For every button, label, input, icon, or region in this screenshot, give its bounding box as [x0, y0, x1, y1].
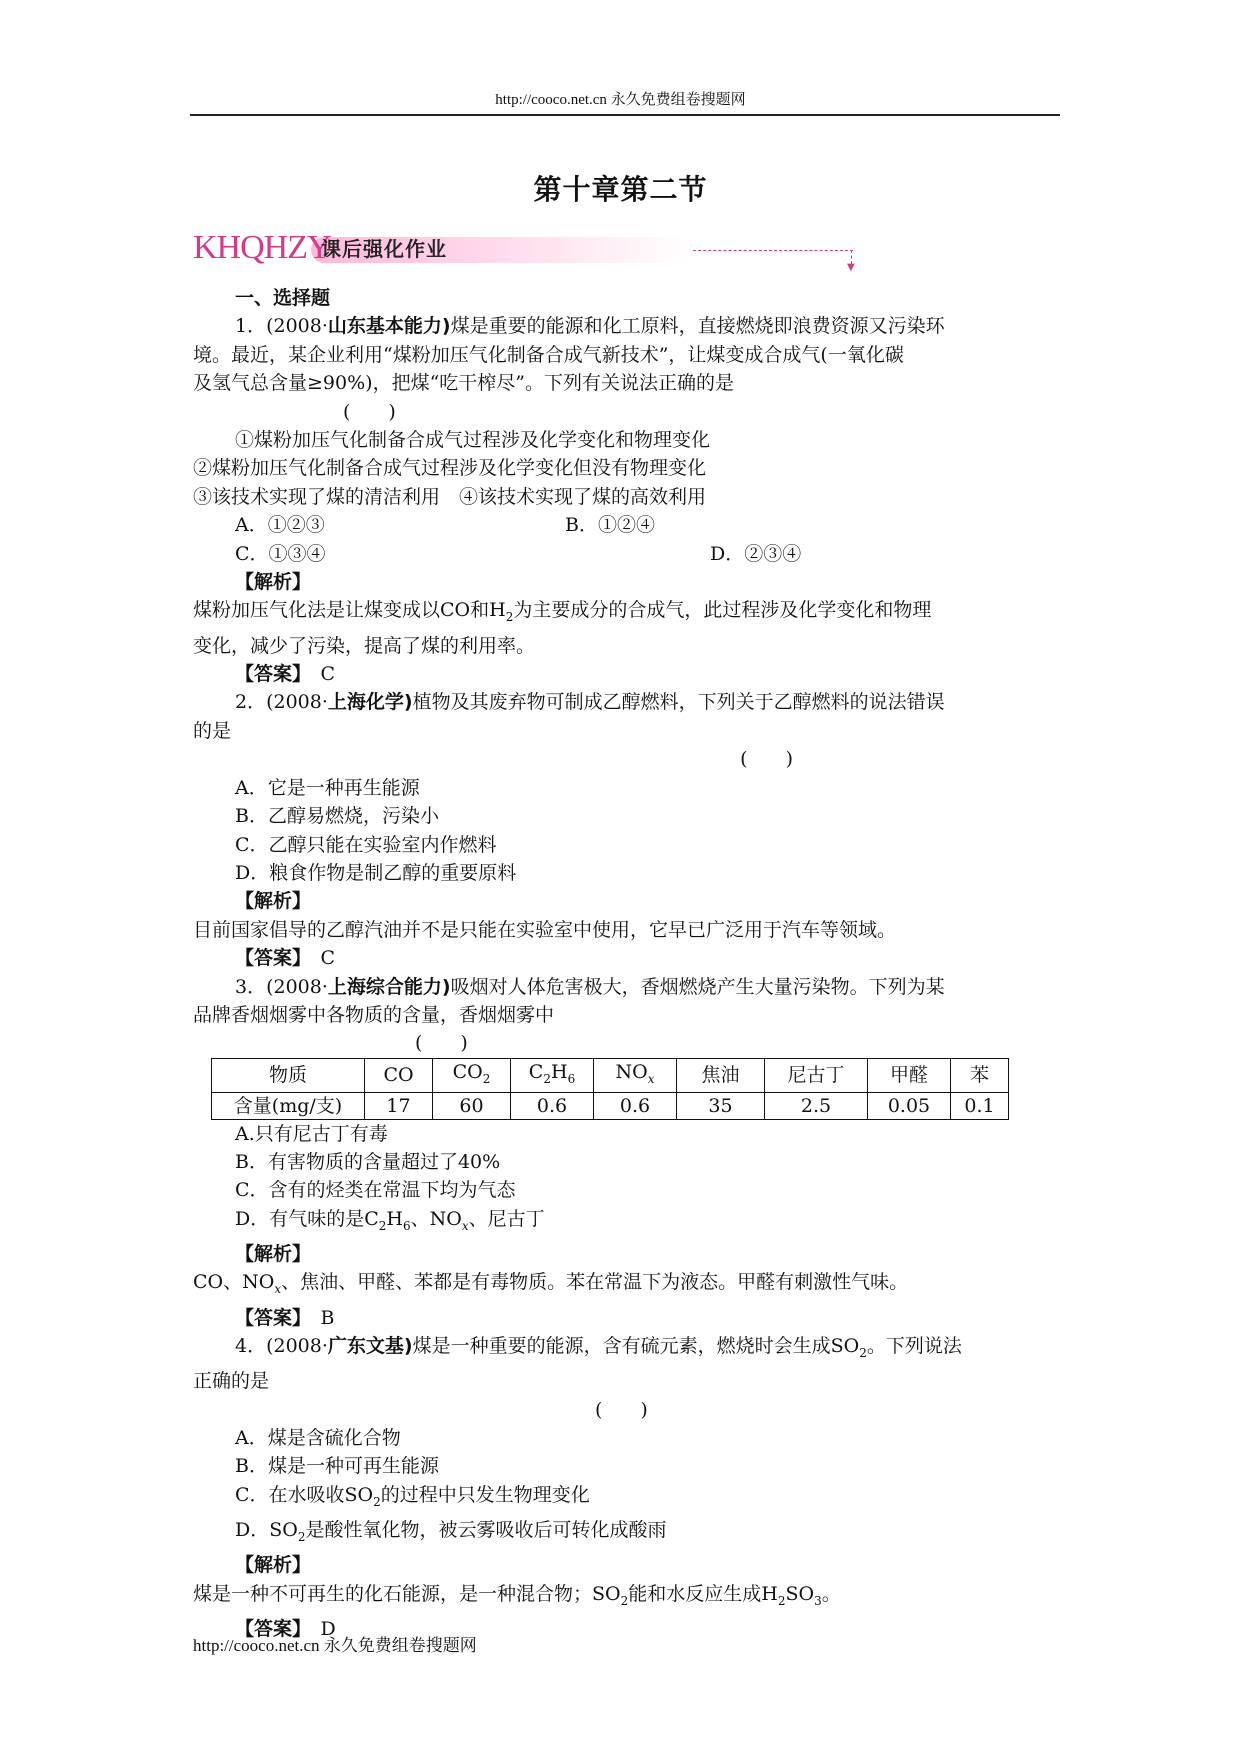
- formula-sub: 2: [297, 1529, 306, 1544]
- table-cell: 60: [433, 1092, 511, 1119]
- q4-option-c-text-a: C．在水吸收SO: [235, 1483, 374, 1506]
- q2-analysis-label: 【解析】: [235, 890, 312, 913]
- table-header-cell: 甲醛: [868, 1058, 951, 1092]
- q4-text-a: 煤是一种重要的能源，含有硫元素，燃烧时会生成SO: [412, 1335, 860, 1357]
- q3-number: 3．(2008·: [235, 975, 328, 998]
- table-cell: 0.1: [951, 1092, 1009, 1119]
- q3-option-d: [193, 1205, 1053, 1240]
- formula-sub: 2: [482, 1071, 491, 1086]
- q4-source: 广东文基): [327, 1335, 413, 1357]
- formula-sub: 3: [814, 1593, 822, 1608]
- q3-analysis-line1: [193, 1268, 1053, 1303]
- down-arrow-icon: ▼: [847, 262, 855, 273]
- q3-text: 吸烟对人体危害极大，香烟燃烧产生大量污染物。下列为某: [450, 975, 945, 998]
- q4-number: 4．(2008·: [235, 1335, 328, 1357]
- banner-tag-text: 课后强化作业: [321, 237, 447, 261]
- formula-text: CO: [452, 1060, 483, 1083]
- q4-stem-line2: 正确的是: [193, 1370, 270, 1393]
- banner-logo: KHQHZY: [193, 229, 331, 266]
- q1-analysis-line1: [193, 596, 1053, 631]
- formula-sub: 2: [373, 1494, 381, 1509]
- formula-text: C: [528, 1060, 544, 1083]
- q2-answer-paren: ( ): [740, 748, 793, 771]
- q1-option-a: A．①②③: [235, 514, 325, 537]
- table-header-cell: CO: [365, 1058, 433, 1092]
- q4-answer-label: 【答案】: [235, 1617, 302, 1640]
- formula-sub: x: [274, 1282, 282, 1297]
- table-header-cell: 尼古丁: [765, 1058, 868, 1092]
- q4-option-d-text-a: D．SO: [235, 1519, 298, 1542]
- formula-sub: 2: [620, 1593, 629, 1608]
- q1-stem-line2: 境。最近，某企业利用“煤粉加压气化制备合成气新技术”，让煤变成合成气(一氧化碳: [193, 343, 904, 366]
- q4-analysis-label: 【解析】: [235, 1554, 312, 1577]
- banner-dashed-line: [693, 250, 853, 251]
- q3-answer-value: B: [320, 1306, 335, 1329]
- q1-options-cd: [193, 540, 1053, 568]
- section-heading: 一、选择题: [235, 287, 331, 309]
- q1-number: 1．(2008·: [235, 315, 328, 338]
- q3-option-d-text-b: H: [386, 1207, 403, 1230]
- q3-option-b: B．有害物质的含量超过了40%: [235, 1150, 501, 1173]
- q1-stem-line3: 及氢气总含量≥90%)，把煤“吃干榨尽”。下列有关说法正确的是: [193, 372, 734, 395]
- formula-text: NO: [615, 1060, 648, 1083]
- table-cell: 0.05: [868, 1092, 951, 1119]
- table-header-cell: [433, 1058, 511, 1092]
- q4-option-d-text-b: 是酸性氧化物，被云雾吸收后可转化成酸雨: [305, 1519, 667, 1542]
- q2-answer: [193, 944, 1053, 972]
- q1-option-c: C．①③④: [235, 542, 326, 565]
- q2-source: 上海化学): [327, 691, 413, 714]
- table-header-cell: 焦油: [677, 1058, 765, 1092]
- q4-analysis-text-a: 煤是一种不可再生的化石能源，是一种混合物；SO: [193, 1582, 621, 1605]
- q4-answer-paren: ( ): [595, 1398, 648, 1421]
- q1-option-b: B．①②④: [565, 514, 655, 537]
- page-header: http://cooco.net.cn 永久免费组卷搜题网: [495, 92, 746, 108]
- table-cell: 2.5: [765, 1092, 868, 1119]
- formula-sub: 2: [543, 1071, 551, 1086]
- q1-analysis-line2: 变化，减少了污染，提高了煤的利用率。: [193, 634, 536, 657]
- q1-analysis-label: 【解析】: [235, 571, 312, 594]
- header-rule: [190, 114, 1060, 116]
- q4-option-a: A．煤是含硫化合物: [235, 1427, 401, 1450]
- q3-answer: [193, 1304, 1053, 1332]
- table-row: [212, 1058, 1009, 1092]
- q3-source: 上海综合能力): [327, 975, 451, 998]
- q1-answer-label: 【答案】: [235, 663, 302, 686]
- q4-option-d: [193, 1516, 1053, 1551]
- q4-answer-value: D: [320, 1617, 336, 1640]
- q1-option-d: D．②③④: [710, 542, 802, 565]
- formula-text: H: [550, 1060, 568, 1083]
- q4-text-b: 。下列说法: [866, 1335, 962, 1357]
- table-cell: 17: [365, 1092, 433, 1119]
- formula-sub: 6: [567, 1071, 576, 1086]
- q1-answer-value: C: [320, 663, 336, 686]
- formula-sub: 6: [403, 1218, 411, 1233]
- q2-text: 植物及其废弃物可制成乙醇燃料，下列关于乙醇燃料的说法错误: [412, 691, 945, 714]
- q2-analysis-line1: 目前国家倡导的乙醇汽油并不是只能在实验室中使用，它早已广泛用于汽车等领域。: [193, 918, 897, 941]
- page-title: 第十章第二节: [533, 173, 708, 206]
- q3-analysis-text-b: 、焦油、甲醛、苯都是有毒物质。苯在常温下为液态。甲醛有刺激性气味。: [281, 1271, 909, 1294]
- q1-statement-1: ①煤粉加压气化制备合成气过程涉及化学变化和物理变化: [235, 429, 711, 452]
- q2-stem-line1: [193, 688, 1053, 716]
- q2-answer-label: 【答案】: [235, 947, 302, 970]
- q4-analysis-text-c: SO: [785, 1582, 815, 1605]
- table-header-cell: 苯: [951, 1058, 1009, 1092]
- q4-option-c: [193, 1481, 1053, 1516]
- formula-sub: x: [461, 1218, 469, 1233]
- q4-option-c-text-b: 的过程中只发生物理变化: [380, 1483, 590, 1506]
- q3-answer-label: 【答案】: [235, 1306, 302, 1329]
- q1-statement-3-4: ③该技术实现了煤的清洁利用 ④该技术实现了煤的高效利用: [193, 485, 707, 508]
- q1-analysis-sub: 2: [505, 610, 514, 625]
- q3-option-d-text-c: 、NO: [410, 1207, 462, 1230]
- q2-option-d: D．粮食作物是制乙醇的重要原料: [235, 861, 517, 884]
- smoke-content-table: [211, 1058, 1009, 1120]
- question-content: [193, 284, 1053, 1643]
- q3-stem-line1: [193, 973, 1053, 1001]
- table-header-cell: [594, 1058, 677, 1092]
- q1-statement-2: ②煤粉加压气化制备合成气过程涉及化学变化但没有物理变化: [193, 457, 707, 480]
- q3-answer-paren: ( ): [415, 1032, 468, 1055]
- q3-analysis-label: 【解析】: [235, 1242, 312, 1265]
- table-header-cell: 物质: [212, 1058, 365, 1092]
- q1-source: 山东基本能力): [327, 315, 451, 338]
- q3-stem-line2: 品牌香烟烟雾中各物质的含量，香烟烟雾中: [193, 1003, 555, 1026]
- q3-option-c: C．含有的烃类在常温下均为气态: [235, 1179, 516, 1202]
- page-footer: http://cooco.net.cn 永久免费组卷搜题网: [193, 1636, 477, 1655]
- q2-stem-line2: 的是: [193, 719, 232, 742]
- table-header-cell: [511, 1058, 594, 1092]
- q2-number: 2．(2008·: [235, 691, 328, 714]
- q4-option-b: B．煤是一种可再生能源: [235, 1455, 439, 1478]
- q1-analysis-text-a: 煤粉加压气化法是让煤变成以CO和H: [193, 599, 506, 622]
- q3-option-a: A.只有尼古丁有毒: [235, 1122, 388, 1145]
- table-row: [212, 1092, 1009, 1119]
- q1-analysis-text-b: 为主要成分的合成气，此过程涉及化学变化和物理: [513, 599, 932, 622]
- formula-sub: 2: [859, 1345, 867, 1360]
- q1-answer: [193, 660, 1053, 688]
- homework-banner: [193, 228, 855, 273]
- table-cell: 0.6: [511, 1092, 594, 1119]
- q2-option-a: A．它是一种再生能源: [235, 776, 420, 799]
- q3-option-d-text-d: 、尼古丁: [468, 1207, 545, 1230]
- q4-stem-line1: [193, 1332, 1053, 1367]
- formula-sub: 2: [378, 1218, 387, 1233]
- q4-analysis-line1: [193, 1580, 1053, 1615]
- table-cell: 0.6: [594, 1092, 677, 1119]
- table-cell: 含量(mg/支): [212, 1092, 365, 1119]
- q2-option-b: B．乙醇易燃烧，污染小: [235, 805, 439, 828]
- q3-analysis-text-a: CO、NO: [193, 1271, 275, 1294]
- q2-answer-value: C: [320, 947, 336, 970]
- q4-analysis-text-d: 。: [821, 1582, 841, 1605]
- q1-text: 煤是重要的能源和化工原料，直接燃烧即浪费资源又污染环: [450, 315, 945, 338]
- q1-answer-paren: ( ): [343, 400, 396, 423]
- q2-option-c: C．乙醇只能在实验室内作燃料: [235, 833, 497, 856]
- q3-option-d-text-a: D．有气味的是C: [235, 1207, 379, 1230]
- q4-analysis-text-b: 能和水反应生成H: [628, 1582, 778, 1605]
- formula-sub: 2: [777, 1593, 786, 1608]
- formula-sub: x: [647, 1071, 655, 1086]
- table-cell: 35: [677, 1092, 765, 1119]
- q1-options-ab: [193, 511, 1053, 539]
- q1-stem-line1: [193, 312, 1053, 340]
